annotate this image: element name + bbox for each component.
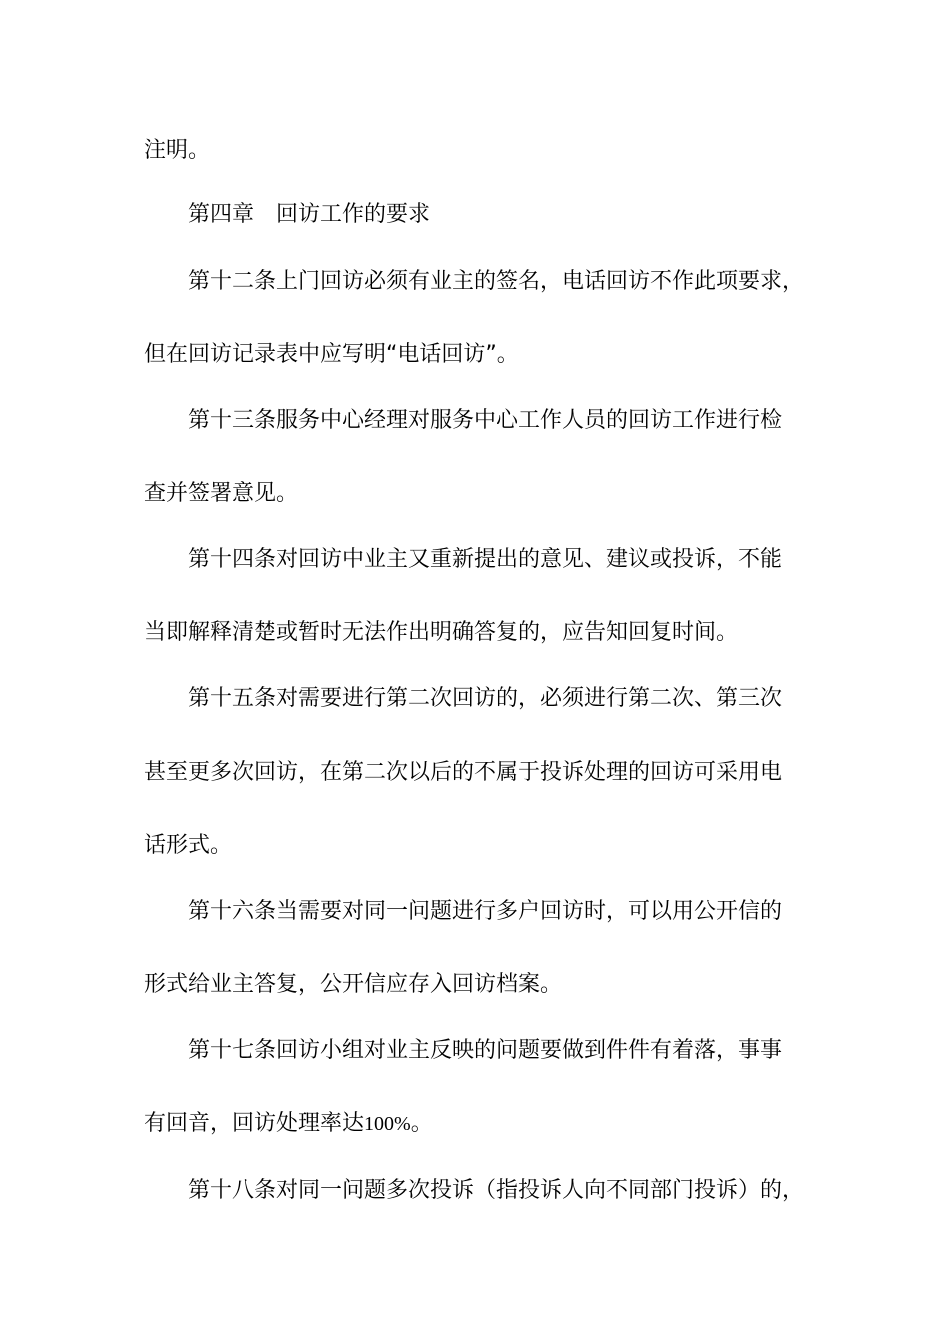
- article-14-line-1: 第十四条对回访中业主又重新提出的意见、建议或投诉，不能: [188, 547, 783, 572]
- article-13-line-2: 查并签署意见。: [144, 481, 299, 506]
- article-15-line-3: 话形式。: [144, 833, 233, 858]
- period: 。: [410, 1111, 433, 1136]
- percentage-value: 100%: [364, 1113, 411, 1135]
- article-16-line-1: 第十六条当需要对同一问题进行多户回访时，可以用公开信的: [188, 899, 783, 924]
- article-18-line-1: 第十八条对同一问题多次投诉（指投诉人向不同部门投诉）的，: [188, 1178, 805, 1203]
- article-15-line-2: 甚至更多次回访，在第二次以后的不属于投诉处理的回访可采用电: [144, 760, 783, 785]
- article-12-line-2: 但在回访记录表中应写明“电话回访”。: [144, 342, 519, 367]
- article-15-line-1: 第十五条对需要进行第二次回访的，必须进行第二次、第三次: [188, 686, 783, 711]
- article-17-line-2: [144, 1109, 433, 1139]
- article-13-line-1: 第十三条服务中心经理对服务中心工作人员的回访工作进行检: [188, 408, 783, 433]
- article-16-line-2: 形式给业主答复，公开信应存入回访档案。: [144, 972, 563, 997]
- article-17-line-1: 第十七条回访小组对业主反映的问题要做到件件有着落，事事: [188, 1038, 783, 1063]
- article-12-line-1: 第十二条上门回访必须有业主的签名，电话回访不作此项要求，: [188, 269, 805, 294]
- article-17-text: 有回音，回访处理率达: [144, 1111, 365, 1136]
- article-14-line-2: 当即解释清楚或暂时无法作出明确答复的，应告知回复时间。: [144, 620, 739, 645]
- text-line: 注明。: [144, 138, 211, 163]
- chapter-heading: 第四章 回访工作的要求: [188, 202, 431, 227]
